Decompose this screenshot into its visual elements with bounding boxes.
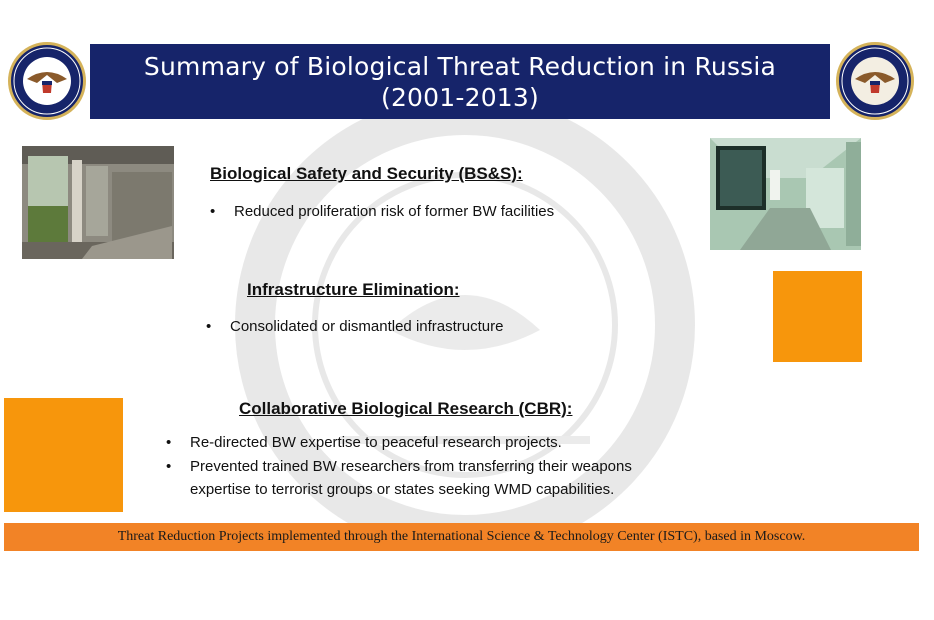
section-heading-cbr: Collaborative Biological Research (CBR): (239, 399, 573, 418)
section-heading-bss: Biological Safety and Security (BS&S): (210, 164, 523, 183)
footer-banner: Threat Reduction Projects implemented through the International Science & Technology Center (ISTC), based in Moscow. (4, 523, 919, 551)
bullet-text: Prevented trained BW researchers from transferring their weapons (190, 458, 632, 475)
bullet-text: Re-directed BW expertise to peaceful research projects. (190, 434, 562, 451)
bullet-dot-icon: • (206, 318, 212, 335)
bullet-dot-icon: • (166, 434, 172, 451)
bullet-text: Consolidated or dismantled infrastructure (230, 318, 504, 335)
bullet-dot-icon: • (210, 203, 216, 220)
eagle-seal-icon (11, 45, 83, 117)
title-banner (90, 44, 830, 119)
bullet-item (166, 434, 562, 451)
bullet-text-continuation: expertise to terrorist groups or states seeking WMD capabilities. (190, 481, 615, 498)
section-heading-infrastructure: Infrastructure Elimination: (247, 280, 460, 299)
bullet-item (166, 458, 632, 475)
bullet-item (210, 203, 554, 220)
page-title-line1: Summary of Biological Threat Reduction in Russia (143, 51, 777, 81)
facility-hallway-photo-right (710, 138, 861, 250)
page-title-line2: (2001-2013) (381, 82, 539, 112)
bullet-text: Reduced proliferation risk of former BW facilities (234, 203, 555, 220)
dod-seal-logo (8, 42, 86, 120)
bullet-item (206, 318, 503, 335)
accent-square-left (4, 398, 123, 512)
bullet-dot-icon: • (166, 458, 172, 475)
facility-interior-photo-left (22, 146, 174, 259)
dtra-seal-logo (836, 42, 914, 120)
accent-square-right (773, 271, 862, 362)
eagle-seal-icon (839, 45, 911, 117)
